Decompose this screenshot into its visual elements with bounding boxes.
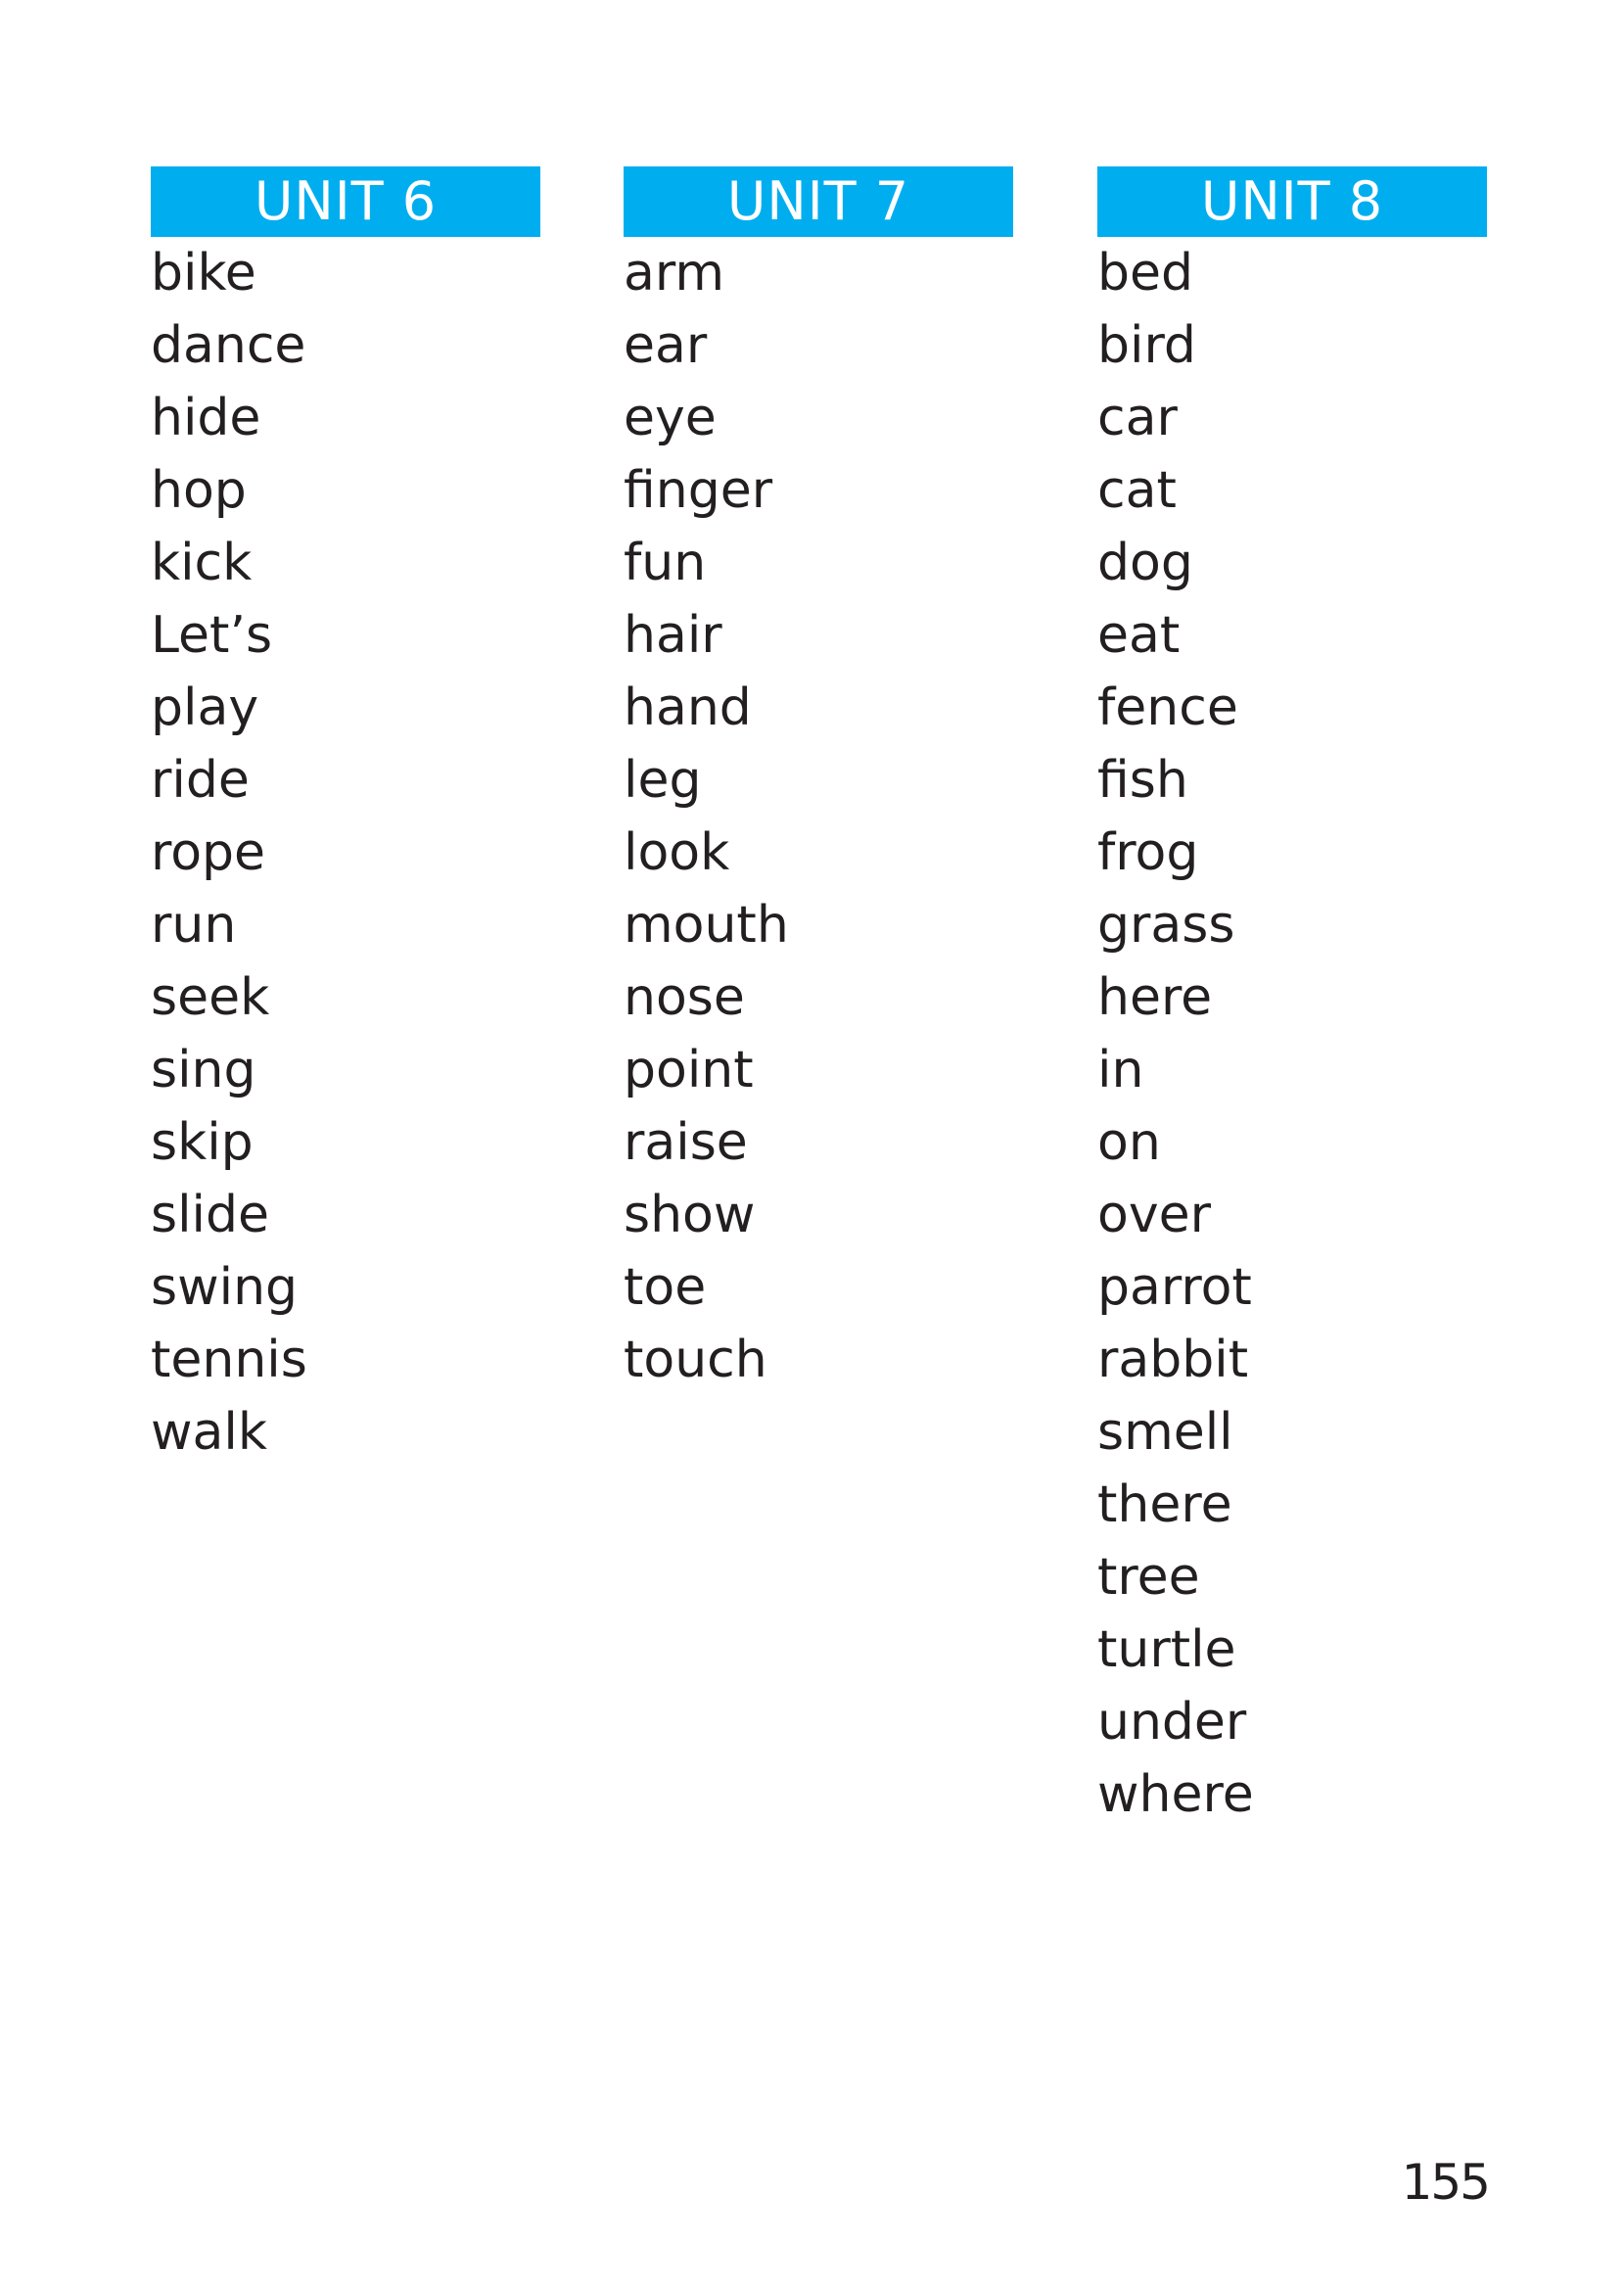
page-number: 155: [1401, 2154, 1489, 2211]
vocabulary-word: hop: [151, 461, 247, 520]
vocabulary-word: on: [1097, 1113, 1161, 1172]
vocabulary-word: over: [1097, 1186, 1211, 1244]
vocabulary-word: point: [624, 1041, 754, 1099]
vocabulary-word: bed: [1097, 244, 1194, 303]
vocabulary-word: where: [1097, 1765, 1254, 1824]
unit-8-header: UNIT 8: [1097, 166, 1487, 237]
vocabulary-word: dog: [1097, 534, 1193, 592]
vocabulary-word: sing: [151, 1041, 256, 1099]
vocabulary-word: fun: [624, 534, 707, 592]
vocabulary-word: look: [624, 823, 730, 882]
unit-6-word-list: [151, 237, 540, 1469]
vocabulary-word: turtle: [1097, 1620, 1236, 1679]
vocabulary-word: seek: [151, 968, 270, 1027]
vocabulary-word: ear: [624, 316, 708, 375]
vocabulary-word: skip: [151, 1113, 254, 1172]
vocabulary-word: swing: [151, 1258, 299, 1317]
vocabulary-word: rabbit: [1097, 1331, 1249, 1389]
unit-6-header: UNIT 6: [151, 166, 540, 237]
vocabulary-word: here: [1097, 968, 1213, 1027]
unit-6-column: [151, 166, 540, 1469]
vocabulary-word: cat: [1097, 461, 1177, 520]
vocabulary-word: run: [151, 896, 237, 955]
vocabulary-word: walk: [151, 1403, 267, 1462]
vocabulary-word: arm: [624, 244, 724, 303]
vocabulary-word: hand: [624, 678, 752, 737]
vocabulary-word: Let’s: [151, 606, 273, 665]
vocabulary-word: fish: [1097, 751, 1188, 810]
vocabulary-word: tennis: [151, 1331, 307, 1389]
vocabulary-word: there: [1097, 1475, 1232, 1534]
vocabulary-word: toe: [624, 1258, 707, 1317]
vocabulary-word: play: [151, 678, 259, 737]
vocabulary-word: frog: [1097, 823, 1199, 882]
vocabulary-word: smell: [1097, 1403, 1233, 1462]
unit-7-header: UNIT 7: [624, 166, 1013, 237]
unit-7-column: [624, 166, 1013, 1396]
vocabulary-word: hide: [151, 389, 261, 447]
vocabulary-word: under: [1097, 1693, 1247, 1752]
vocabulary-word: eat: [1097, 606, 1181, 665]
vocabulary-word: car: [1097, 389, 1178, 447]
vocabulary-word: dance: [151, 316, 306, 375]
vocabulary-word: leg: [624, 751, 702, 810]
vocabulary-word: tree: [1097, 1548, 1200, 1607]
vocabulary-word: fence: [1097, 678, 1238, 737]
unit-8-column: [1097, 166, 1487, 1831]
vocabulary-word: touch: [624, 1331, 767, 1389]
unit-8-word-list: [1097, 237, 1487, 1831]
vocabulary-word: slide: [151, 1186, 269, 1244]
vocabulary-word: kick: [151, 534, 253, 592]
vocabulary-word: nose: [624, 968, 745, 1027]
vocabulary-word: in: [1097, 1041, 1144, 1099]
vocabulary-word: show: [624, 1186, 756, 1244]
vocabulary-word: eye: [624, 389, 717, 447]
vocabulary-word: bird: [1097, 316, 1196, 375]
vocabulary-word: hair: [624, 606, 722, 665]
vocabulary-word: grass: [1097, 896, 1235, 955]
vocabulary-word: raise: [624, 1113, 748, 1172]
vocabulary-word: rope: [151, 823, 266, 882]
vocabulary-word: ride: [151, 751, 250, 810]
unit-7-word-list: [624, 237, 1013, 1396]
vocabulary-word: parrot: [1097, 1258, 1252, 1317]
vocabulary-word: mouth: [624, 896, 789, 955]
vocabulary-word: bike: [151, 244, 256, 303]
vocabulary-word: finger: [624, 461, 773, 520]
